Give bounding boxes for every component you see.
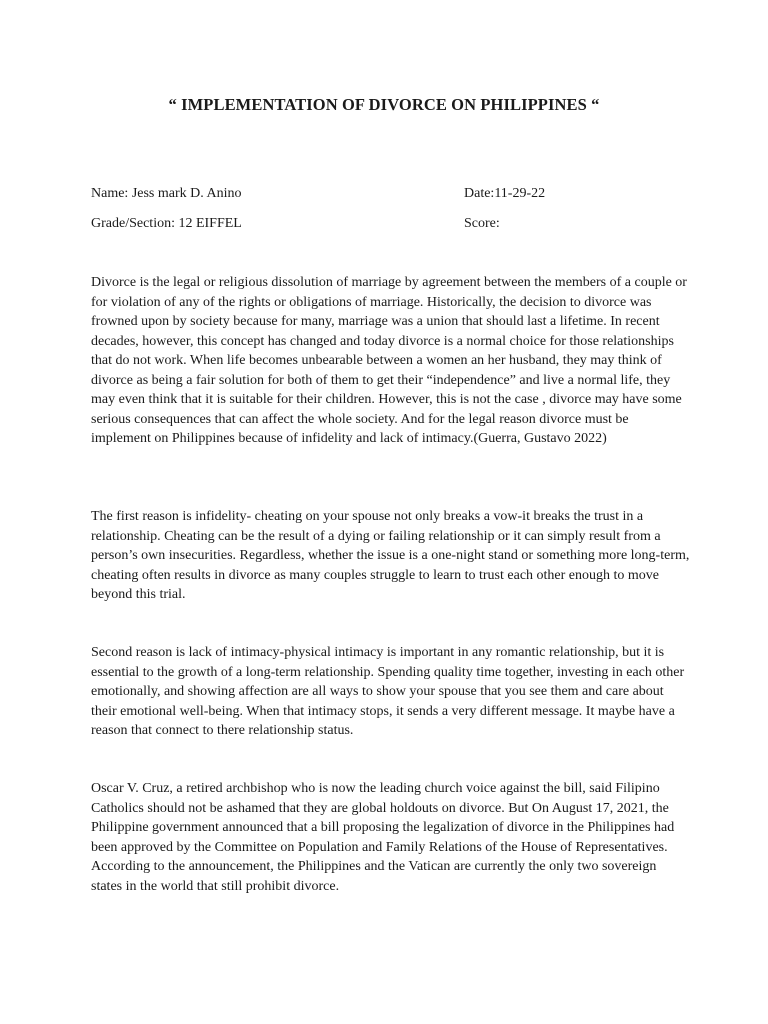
paragraph-infidelity: The first reason is infidelity- cheating on your spouse not only breaks a vow-it breaks the trust in a relationship. Cheating can be the result of a dying or failing relationship or it can simply result from a person’s own insecurities. Regardless, whether the issue is a one-night stand or something more long-term, cheating often results in divorce as many couples struggle to learn to trust each other enough to move beyond this trial.: [91, 509, 690, 602]
paragraph-intimacy: Second reason is lack of intimacy-physical intimacy is important in any romantic relationship, but it is essential to the growth of a long-term relationship. Spending quality time together, investing in each other emotionally, and showing affection are all ways to show your spouse that you see them and care about their emotional well-being. When that intimacy stops, it sends a very different message. It maybe have a reason that connect to there relationship status.: [91, 645, 685, 738]
document-title: “ IMPLEMENTATION OF DIVORCE ON PHILIPPINES “: [168, 95, 600, 114]
student-name: Name: Jess mark D. Anino: [91, 186, 242, 201]
name-date-row: [91, 186, 691, 206]
date-field: Date:11-29-22: [464, 186, 546, 201]
score-field: Score:: [464, 216, 500, 231]
grade-section: Grade/Section: 12 EIFFEL: [91, 216, 242, 231]
paragraph-legislation: Oscar V. Cruz, a retired archbishop who is now the leading church voice against the bill, said Filipino Catholics should not be ashamed that they are global holdouts on divorce. But On August 17, 2021, the Philippine government announced that a bill proposing the legalization of divorce in the Philippines had been approved by the Committee on Population and Family Relations of the House of Representatives. According to the announcement, the Philippines and the Vatican are currently the only two sovereign states in the world that still prohibit divorce.: [91, 781, 675, 894]
paragraph-introduction: Divorce is the legal or religious dissolution of marriage by agreement between the members of a couple or for violation of any of the rights or obligations of marriage. Historically, the decision to divorce was frowned upon by society because for many, marriage was a union that should last a lifetime. In recent decades, however, this concept has changed and today divorce is a normal choice for those relationships that do not work. When life becomes unbearable between a women an her husband, they may think of divorce as being a fair solution for both of them to get their “independence” and live a normal life, they may even think that it is suitable for their children. However, this is not the case , divorce may have some serious consequences that can affect the whole society. And for the legal reason divorce must be implement on Philippines because of infidelity and lack of intimacy.(Guerra, Gustavo 2022): [91, 275, 687, 446]
grade-score-row: [91, 216, 691, 236]
